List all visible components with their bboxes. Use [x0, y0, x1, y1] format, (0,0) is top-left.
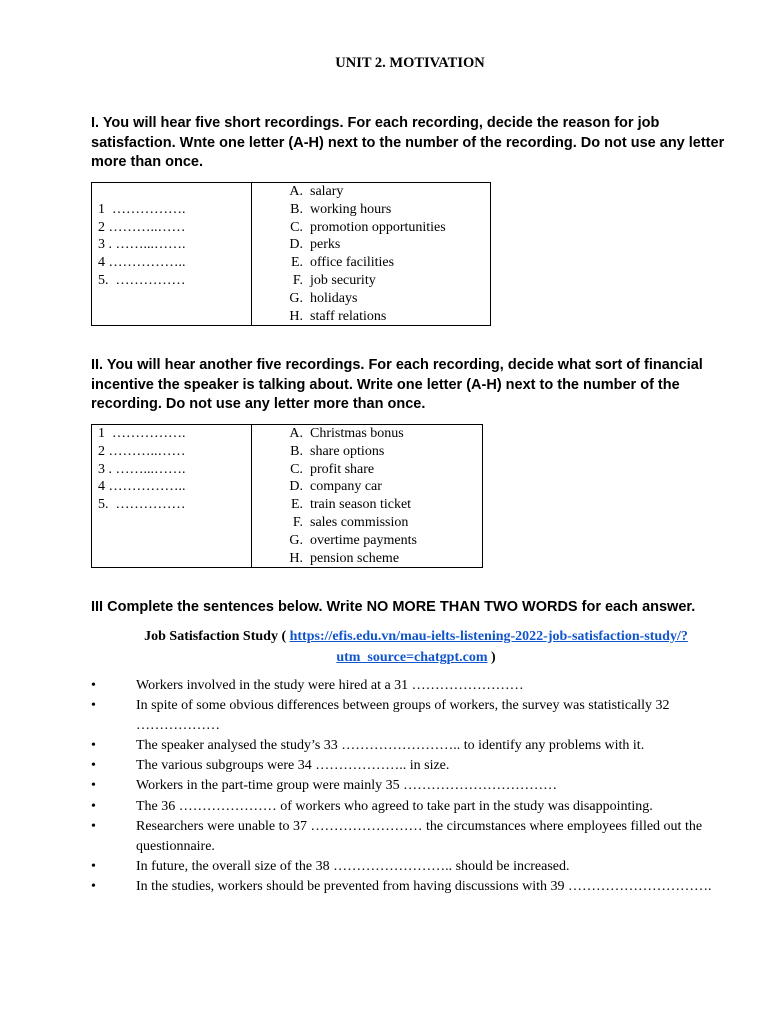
answer-line[interactable]: 1 ……………. — [98, 426, 186, 441]
answer-line[interactable]: 2 ………..…… — [98, 443, 186, 459]
question-item: • Workers involved in the study were hired at a 31 …………………… — [91, 676, 731, 696]
option-item: B. share options — [290, 443, 385, 459]
option-item: C. profit share — [290, 461, 375, 477]
bullet-icon: • — [91, 818, 96, 834]
section3-instruction: III Complete the sentences below. Write NO MORE THAN TWO WORDS for each answer. — [91, 599, 696, 615]
answer-line[interactable]: 5. …………… — [98, 497, 186, 513]
option-item: F. job security — [292, 272, 376, 288]
section1-answer-table — [91, 182, 491, 326]
section2-answer-numbers — [92, 425, 252, 568]
bullet-icon: • — [91, 778, 96, 794]
option-item: H. staff relations — [289, 308, 387, 324]
option-item: C. promotion opportunities — [290, 219, 446, 235]
question-list — [91, 676, 731, 897]
section1-answer-numbers — [92, 183, 252, 326]
bullet-icon: • — [91, 698, 96, 714]
option-item: G. holidays — [289, 290, 358, 306]
option-item: D. perks — [289, 237, 341, 253]
answer-line[interactable]: 5. …………… — [98, 272, 186, 288]
option-item: E. train season ticket — [290, 497, 412, 513]
question-item: • In the studies, workers should be prevented from having discussions with 39 …………………………. — [91, 877, 731, 897]
option-item: A. Christmas bonus — [289, 426, 404, 441]
question-item: • The speaker analysed the study’s 33 …………………….. to identify any problems with it. — [91, 736, 731, 756]
section2-instruction: II. You will hear another five recordings. For each recording, decide what sort of financial incentive the speaker is talking about. Write one letter (A-H) next to the number of the recording. Do not use any letter more than once. — [91, 357, 703, 412]
question-item: • In spite of some obvious differences between groups of workers, the survey was statistically 32 ……………… — [91, 698, 670, 734]
option-item: A. salary — [289, 184, 344, 199]
study-link[interactable]: https://efis.edu.vn/mau-ielts-listening-2022-job-satisfaction-study/?utm_source=chatgpt.com — [289, 629, 688, 665]
page-title: UNIT 2. MOTIVATION — [335, 55, 485, 71]
answer-line[interactable]: 2 ………..…… — [98, 219, 186, 235]
study-heading — [91, 626, 741, 668]
answer-line[interactable]: 1 ……………. — [98, 201, 186, 217]
question-item: • The 36 ………………… of workers who agreed to take part in the study was disappointing. — [91, 797, 731, 817]
bullet-icon: • — [91, 798, 96, 814]
section1-instruction: I. You will hear five short recordings. For each recording, decide the reason for job satisfaction. Wnte one letter (A-H) next to the number of the recording. Do not use any letter more than once. — [91, 115, 725, 170]
bullet-icon: • — [91, 878, 96, 894]
section2-answer-table — [91, 424, 483, 568]
answer-line[interactable]: 4 …………….. — [98, 479, 186, 495]
bullet-icon: • — [91, 758, 96, 774]
option-item: G. overtime payments — [289, 532, 417, 548]
question-item: • Researchers were unable to 37 …………………… the circumstances where employees filled out the questionnaire. — [91, 818, 703, 854]
option-item: H. pension scheme — [289, 550, 400, 566]
question-item: • In future, the overall size of the 38 …………………….. should be increased. — [91, 857, 731, 877]
answer-line[interactable]: 3 . ……...……. — [98, 461, 186, 477]
study-title: Job Satisfaction Study ( — [144, 629, 287, 644]
answer-line[interactable]: 3 . ……...……. — [98, 237, 186, 253]
bullet-icon: • — [91, 858, 96, 874]
option-item: F. sales commission — [292, 514, 409, 530]
option-item: E. office facilities — [290, 255, 395, 271]
bullet-icon: • — [91, 738, 96, 754]
section1-options — [252, 183, 491, 326]
answer-line[interactable]: 4 …………….. — [98, 255, 186, 271]
bullet-icon: • — [91, 678, 96, 693]
question-item: • Workers in the part-time group were mainly 35 …………………………… — [91, 776, 731, 796]
option-item: D. company car — [289, 479, 382, 495]
study-close: ) — [491, 650, 496, 665]
section2-options — [252, 425, 483, 568]
option-item: B. working hours — [290, 201, 392, 217]
question-item: • The various subgroups were 34 ……………….. in size. — [91, 756, 731, 776]
